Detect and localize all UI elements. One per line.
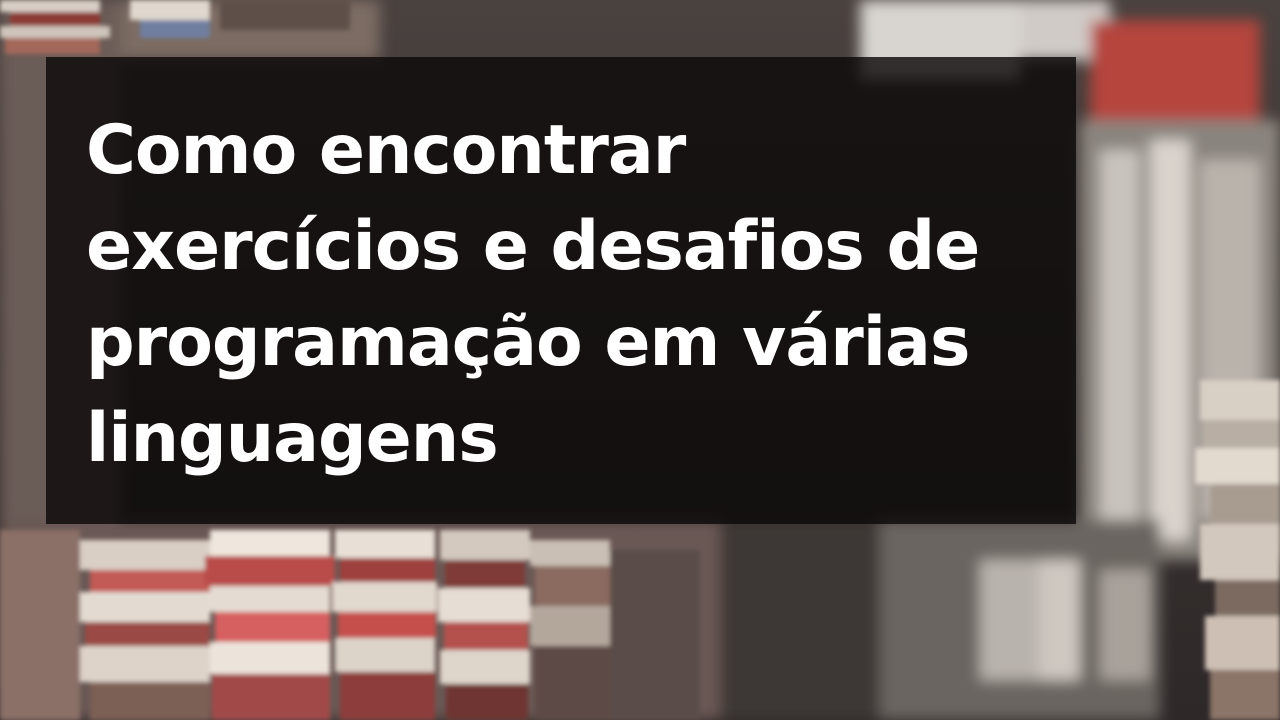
title-overlay [46, 57, 1076, 524]
title-line-4: linguagens [86, 399, 498, 478]
title-line-2: exercícios e desafios de [86, 207, 980, 286]
title-line-3: programação em várias [86, 303, 970, 382]
title-line-1: Como encontrar [86, 111, 686, 190]
page-title [86, 103, 1046, 487]
